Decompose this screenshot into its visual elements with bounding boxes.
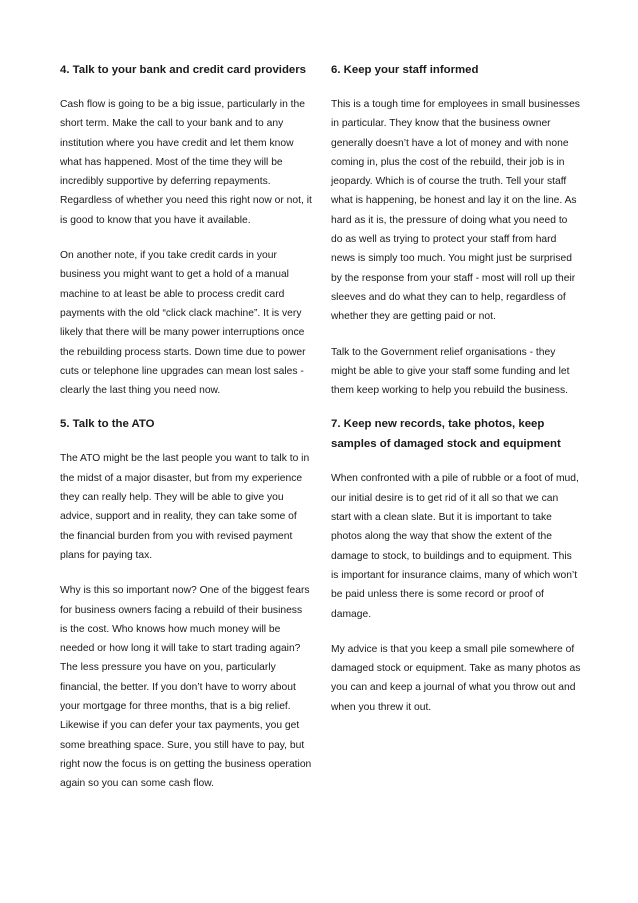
section-7-paragraph-2: My advice is that you keep a small pile somewhere of damaged stock or equipment. Take as many photos as you can and keep a journal of what you throw out and when you threw it out. <box>331 643 581 713</box>
section-7-heading: 7. Keep new records, take photos, keep samples of damaged stock and equipment <box>331 418 561 451</box>
section-5-paragraph-1: The ATO might be the last people you want to talk to in the midst of a major disaster, but from my experience they can really help. They will be able to give you advice, support and in reality, they can take some of the financial burden from you with revised payment plans for paying tax. <box>60 453 310 561</box>
section-5-heading: 5. Talk to the ATO <box>60 418 155 431</box>
section-6 <box>331 60 581 400</box>
left-column <box>60 60 312 794</box>
section-4-paragraph-2: On another note, if you take credit cards in your business you might want to get a hold of a manual machine to at least be able to process credit card payments with the old “click clack machine”. It is very likely that there will be many power interruptions once the rebuilding process starts. Down time due to power cuts or telephone line upgrades can mean lost sales - clearly the last thing you need now. <box>60 250 306 397</box>
section-4-heading: 4. Talk to your bank and credit card providers <box>60 64 307 76</box>
section-6-heading: 6. Keep your staff informed <box>331 64 479 76</box>
section-4-paragraph-1: Cash flow is going to be a big issue, particularly in the short term. Make the call to your bank and to any institution where you have credit and let them know what has happened. Most of the time they will be incredibly supportive by deferring repayments. Regardless of whether you need this right now or not, it is good to know that you have it available. <box>60 99 312 226</box>
section-7 <box>331 414 581 717</box>
section-5 <box>60 414 312 793</box>
section-6-paragraph-1: This is a tough time for employees in small businesses in particular. They know that the business owner generally doesn’t have a lot of money and with none coming in, plus the cost of the rebuild, their job is in jeopardy. Which is of course the truth. Tell your staff what is happening, be honest and lay it on the line. As hard as it is, the pressure of doing what you need to do as well as trying to protect your staff from hard news is simply too much. You might just be surprised by the response from your staff - most will roll up their sleeves and do what they can to help, regardless of whether they are getting paid or not. <box>331 99 580 323</box>
section-5-paragraph-2: Why is this so important now? One of the biggest fears for business owners facing a rebuild of their business is the cost. Who knows how much money will be needed or how long it will take to start trading again? The less pressure you have on you, particularly financial, the better. If you don’t have to worry about your mortgage for three months, that is a big relief. Likewise if you can defer your tax payments, you get some breathing space. Sure, you still have to pay, but right now the focus is on getting the business operation again so you can some cash flow. <box>60 585 312 790</box>
section-7-paragraph-1: When confronted with a pile of rubble or a foot of mud, our initial desire is to get rid of it all so that we can start with a clean slate. But it is important to take photos along the way that show the extent of the damage to stock, to buildings and to equipment. This is important for insurance claims, many of which won’t be paid unless there is some record or proof of damage. <box>331 473 579 620</box>
right-column <box>331 60 581 717</box>
section-6-paragraph-2: Talk to the Government relief organisations - they might be able to give your staff some funding and let them keep working to help you rebuild the business. <box>331 346 570 397</box>
section-4 <box>60 60 312 400</box>
